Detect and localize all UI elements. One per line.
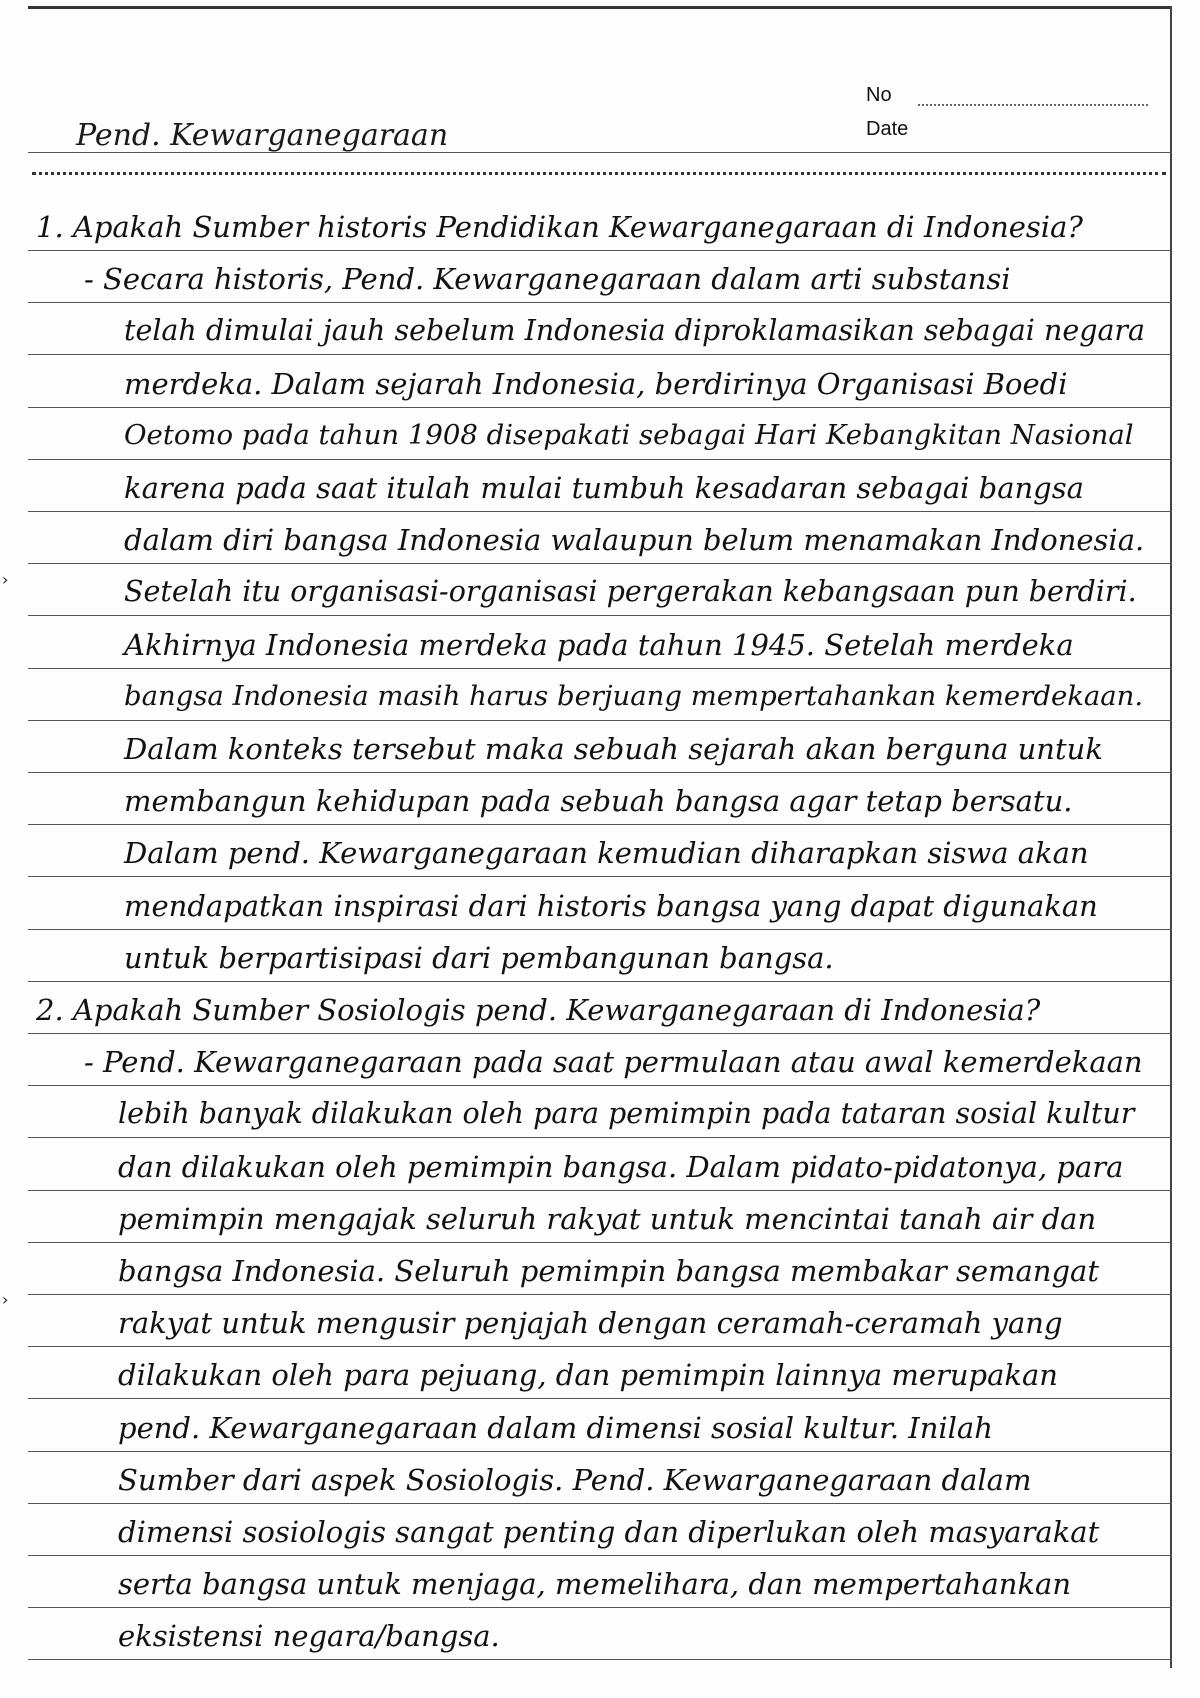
- text-line: serta bangsa untuk menjaga, memelihara, dan mempertahankan: [118, 1567, 1071, 1602]
- date-field: [866, 118, 1148, 141]
- text-line: Dalam pend. Kewarganegaraan kemudian diharapkan siswa akan: [124, 836, 1089, 871]
- subject-title: Pend. Kewarganegaraan: [76, 118, 449, 153]
- text-line: dan dilakukan oleh pemimpin bangsa. Dalam pidato-pidatonya, para: [118, 1149, 1124, 1184]
- text-line: pend. Kewarganegaraan dalam dimensi sosial kultur. Inilah: [118, 1410, 993, 1445]
- ruled-line: [28, 1190, 1172, 1191]
- ruled-line: [28, 354, 1172, 355]
- ruled-line: [28, 407, 1172, 408]
- ruled-line: [28, 1033, 1172, 1034]
- ruled-line: [28, 1659, 1172, 1660]
- text-line: - Pend. Kewarganegaraan pada saat permulaan atau awal kemerdekaan: [84, 1045, 1143, 1080]
- ruled-line: [28, 668, 1172, 669]
- text-line: Akhirnya Indonesia merdeka pada tahun 1945. Setelah merdeka: [124, 627, 1074, 662]
- text-line: 2. Apakah Sumber Sosiologis pend. Kewarganegaraan di Indonesia?: [36, 993, 1041, 1027]
- text-line: dimensi sosiologis sangat penting dan diperlukan oleh masyarakat: [118, 1515, 1100, 1549]
- ruled-line: [28, 250, 1172, 251]
- no-field: [866, 84, 1148, 107]
- text-line: bangsa Indonesia. Seluruh pemimpin bangsa membakar semangat: [118, 1254, 1099, 1288]
- text-line: - Secara historis, Pend. Kewarganegaraan dalam arti substansi: [84, 262, 1011, 297]
- ruled-line: [28, 563, 1172, 564]
- text-line: rakyat untuk mengusir penjajah dengan ceramah-ceramah yang: [118, 1306, 1063, 1341]
- page-right-border: [1170, 6, 1172, 1668]
- no-label: No: [866, 84, 892, 106]
- page-top-border: [28, 6, 1172, 9]
- ruled-line: [28, 929, 1172, 930]
- text-line: karena pada saat itulah mulai tumbuh kesadaran sebagai bangsa: [124, 471, 1084, 505]
- text-line: Dalam konteks tersebut maka sebuah sejarah akan berguna untuk: [124, 732, 1103, 766]
- ruled-line: [28, 772, 1172, 773]
- header-rule: [28, 152, 1172, 153]
- ruled-line: [28, 511, 1172, 512]
- text-line: telah dimulai jauh sebelum Indonesia diproklamasikan sebagai negara: [124, 314, 1146, 348]
- ruled-line: [28, 1398, 1172, 1399]
- ruled-line: [28, 981, 1172, 982]
- text-line: merdeka. Dalam sejarah Indonesia, berdirinya Organisasi Boedi: [124, 366, 1068, 401]
- ruled-line: [28, 720, 1172, 721]
- ruled-line: [28, 1137, 1172, 1138]
- ruled-line: [28, 302, 1172, 303]
- text-line: dilakukan oleh para pejuang, dan pemimpin lainnya merupakan: [118, 1358, 1058, 1393]
- margin-mark: ›: [2, 1290, 9, 1309]
- dotted-separator: [32, 172, 1166, 175]
- text-line: mendapatkan inspirasi dari historis bangsa yang dapat digunakan: [124, 888, 1098, 923]
- ruled-line: [28, 1346, 1172, 1347]
- margin-mark: ›: [2, 570, 9, 589]
- ruled-line: [28, 1085, 1172, 1086]
- date-label: Date: [866, 118, 909, 140]
- ruled-line: [28, 615, 1172, 616]
- ruled-line: [28, 1294, 1172, 1295]
- ruled-line: [28, 876, 1172, 877]
- text-line: bangsa Indonesia masih harus berjuang mempertahankan kemerdekaan.: [124, 679, 1144, 712]
- ruled-line: [28, 1451, 1172, 1452]
- ruled-line: [28, 1555, 1172, 1556]
- text-line: Setelah itu organisasi-organisasi pergerakan kebangsaan pun berdiri.: [124, 575, 1137, 609]
- text-line: membangun kehidupan pada sebuah bangsa agar tetap bersatu.: [124, 784, 1073, 819]
- ruled-line: [28, 1607, 1172, 1608]
- text-line: dalam diri bangsa Indonesia walaupun belum menamakan Indonesia.: [124, 523, 1145, 558]
- no-dotted-line: [918, 104, 1148, 106]
- text-line: Sumber dari aspek Sosiologis. Pend. Kewarganegaraan dalam: [118, 1462, 1032, 1497]
- text-line: lebih banyak dilakukan oleh para pemimpin pada tataran sosial kultur: [118, 1097, 1135, 1131]
- ruled-line: [28, 824, 1172, 825]
- ruled-line: [28, 1242, 1172, 1243]
- ruled-line: [28, 1503, 1172, 1504]
- text-line: Oetomo pada tahun 1908 disepakati sebagai Hari Kebangkitan Nasional: [124, 418, 1134, 451]
- ruled-line: [28, 459, 1172, 460]
- text-line: untuk berpartisipasi dari pembangunan bangsa.: [124, 940, 834, 975]
- text-line: eksistensi negara/bangsa.: [118, 1619, 500, 1654]
- text-line: pemimpin mengajak seluruh rakyat untuk mencintai tanah air dan: [118, 1201, 1097, 1236]
- text-line: 1. Apakah Sumber historis Pendidikan Kewarganegaraan di Indonesia?: [36, 210, 1083, 244]
